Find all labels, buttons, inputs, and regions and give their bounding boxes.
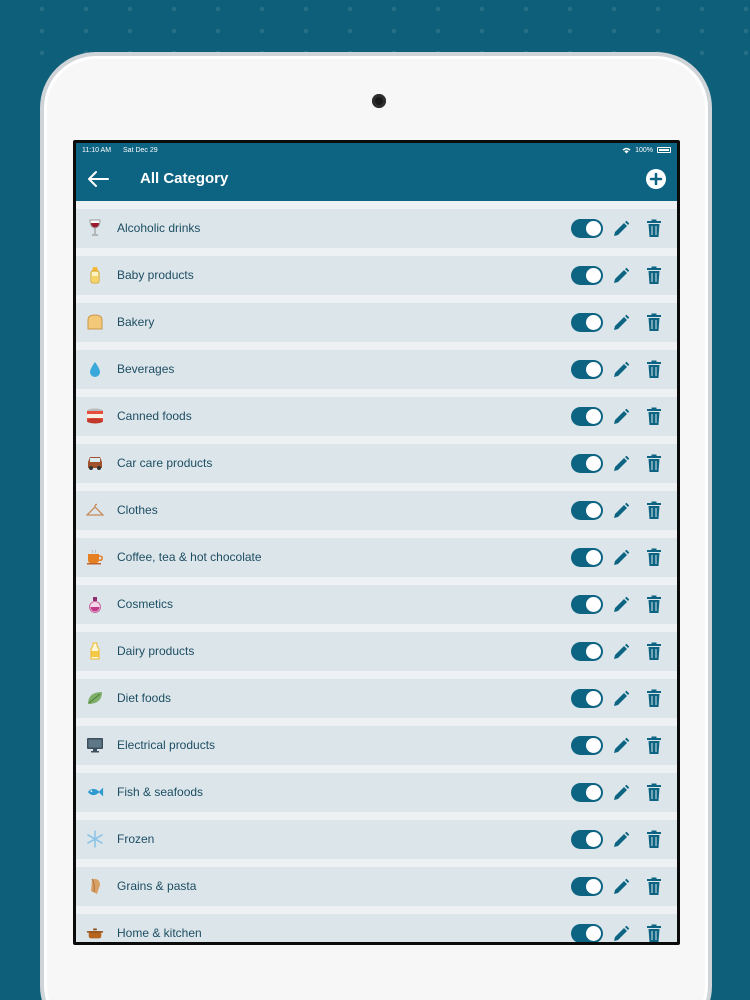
category-label: Frozen [117, 832, 155, 846]
category-label: Dairy products [117, 644, 195, 658]
coffee-cup-icon [86, 548, 104, 566]
category-row[interactable] [76, 820, 677, 859]
can-icon [86, 407, 104, 425]
category-row[interactable] [76, 585, 677, 624]
toggle-knob [586, 644, 601, 659]
category-label: Grains & pasta [117, 879, 197, 893]
category-row[interactable] [76, 491, 677, 530]
pencil-icon[interactable] [612, 267, 630, 285]
trash-icon[interactable] [646, 642, 662, 661]
enable-toggle[interactable] [571, 219, 603, 238]
enable-toggle[interactable] [571, 830, 603, 849]
category-label: Home & kitchen [117, 926, 202, 940]
trash-icon[interactable] [646, 877, 662, 896]
toggle-knob [586, 362, 601, 377]
toggle-knob [586, 268, 601, 283]
pot-icon [86, 924, 104, 942]
category-label: Diet foods [117, 691, 172, 705]
pencil-icon[interactable] [612, 596, 630, 614]
category-row[interactable] [76, 256, 677, 295]
background-pattern [0, 0, 750, 60]
category-label: Fish & seafoods [117, 785, 204, 799]
toggle-knob [586, 832, 601, 847]
enable-toggle[interactable] [571, 783, 603, 802]
pencil-icon[interactable] [612, 455, 630, 473]
category-row[interactable] [76, 773, 677, 812]
pencil-icon[interactable] [612, 690, 630, 708]
pencil-icon[interactable] [612, 878, 630, 896]
trash-icon[interactable] [646, 266, 662, 285]
camera-icon [372, 94, 386, 108]
trash-icon[interactable] [646, 360, 662, 379]
snowflake-icon [86, 830, 104, 848]
toggle-knob [586, 926, 601, 941]
pencil-icon[interactable] [612, 784, 630, 802]
category-label: Coffee, tea & hot chocolate [117, 550, 262, 564]
toggle-knob [586, 597, 601, 612]
pencil-icon[interactable] [612, 502, 630, 520]
trash-icon[interactable] [646, 783, 662, 802]
wine-glass-icon [86, 219, 104, 237]
app-header [76, 157, 677, 201]
trash-icon[interactable] [646, 501, 662, 520]
pencil-icon[interactable] [612, 925, 630, 942]
category-label: Alcoholic drinks [117, 221, 201, 235]
toggle-knob [586, 456, 601, 471]
category-row[interactable] [76, 209, 677, 248]
toggle-knob [586, 221, 601, 236]
trash-icon[interactable] [646, 407, 662, 426]
toggle-knob [586, 550, 601, 565]
battery-percent: 100% [635, 146, 653, 154]
toggle-knob [586, 738, 601, 753]
enable-toggle[interactable] [571, 642, 603, 661]
plus-circle-icon[interactable] [645, 168, 667, 190]
toggle-knob [586, 503, 601, 518]
enable-toggle[interactable] [571, 360, 603, 379]
trash-icon[interactable] [646, 454, 662, 473]
category-label: Canned foods [117, 409, 192, 423]
screen [73, 140, 680, 945]
toggle-knob [586, 879, 601, 894]
category-row[interactable] [76, 867, 677, 906]
status-date: Sat Dec 29 [123, 146, 158, 154]
toggle-knob [586, 691, 601, 706]
trash-icon[interactable] [646, 924, 662, 942]
bread-icon [86, 313, 104, 331]
category-row[interactable] [76, 538, 677, 577]
trash-icon[interactable] [646, 595, 662, 614]
category-row[interactable] [76, 397, 677, 436]
app-view [76, 143, 677, 942]
category-row[interactable] [76, 632, 677, 671]
enable-toggle[interactable] [571, 736, 603, 755]
grain-icon [86, 877, 104, 895]
category-label: Cosmetics [117, 597, 174, 611]
water-drop-icon [86, 360, 104, 378]
enable-toggle[interactable] [571, 877, 603, 896]
car-icon [86, 454, 104, 472]
toggle-knob [586, 785, 601, 800]
category-row[interactable] [76, 303, 677, 342]
wifi-icon [622, 147, 631, 154]
status-bar [76, 143, 677, 157]
trash-icon[interactable] [646, 689, 662, 708]
enable-toggle[interactable] [571, 266, 603, 285]
enable-toggle[interactable] [571, 595, 603, 614]
category-label: Clothes [117, 503, 158, 517]
pencil-icon[interactable] [612, 737, 630, 755]
hanger-icon [86, 501, 104, 519]
baby-bottle-icon [86, 266, 104, 284]
pencil-icon[interactable] [612, 314, 630, 332]
leaf-icon [86, 689, 104, 707]
milk-bottle-icon [86, 642, 104, 660]
category-row[interactable] [76, 914, 677, 942]
trash-icon[interactable] [646, 219, 662, 238]
enable-toggle[interactable] [571, 924, 603, 942]
trash-icon[interactable] [646, 736, 662, 755]
enable-toggle[interactable] [571, 548, 603, 567]
toggle-knob [586, 315, 601, 330]
pencil-icon[interactable] [612, 831, 630, 849]
cosmetics-icon [86, 595, 104, 613]
fish-icon [86, 783, 104, 801]
pencil-icon[interactable] [612, 361, 630, 379]
enable-toggle[interactable] [571, 313, 603, 332]
category-label: Bakery [117, 315, 155, 329]
category-label: Car care products [117, 456, 213, 470]
back-arrow-icon[interactable] [86, 169, 110, 189]
category-label: Beverages [117, 362, 175, 376]
page-title: All Category [140, 170, 229, 187]
enable-toggle[interactable] [571, 407, 603, 426]
enable-toggle[interactable] [571, 501, 603, 520]
pencil-icon[interactable] [612, 220, 630, 238]
category-row[interactable] [76, 350, 677, 389]
enable-toggle[interactable] [571, 454, 603, 473]
status-time: 11:10 AM [82, 146, 112, 154]
toggle-knob [586, 409, 601, 424]
trash-icon[interactable] [646, 313, 662, 332]
pencil-icon[interactable] [612, 549, 630, 567]
pencil-icon[interactable] [612, 643, 630, 661]
monitor-icon [86, 736, 104, 754]
trash-icon[interactable] [646, 830, 662, 849]
category-label: Baby products [117, 268, 194, 282]
category-list [76, 201, 677, 942]
pencil-icon[interactable] [612, 408, 630, 426]
trash-icon[interactable] [646, 548, 662, 567]
category-row[interactable] [76, 726, 677, 765]
enable-toggle[interactable] [571, 689, 603, 708]
category-row[interactable] [76, 444, 677, 483]
category-label: Electrical products [117, 738, 216, 752]
category-row[interactable] [76, 679, 677, 718]
battery-icon [657, 147, 671, 153]
